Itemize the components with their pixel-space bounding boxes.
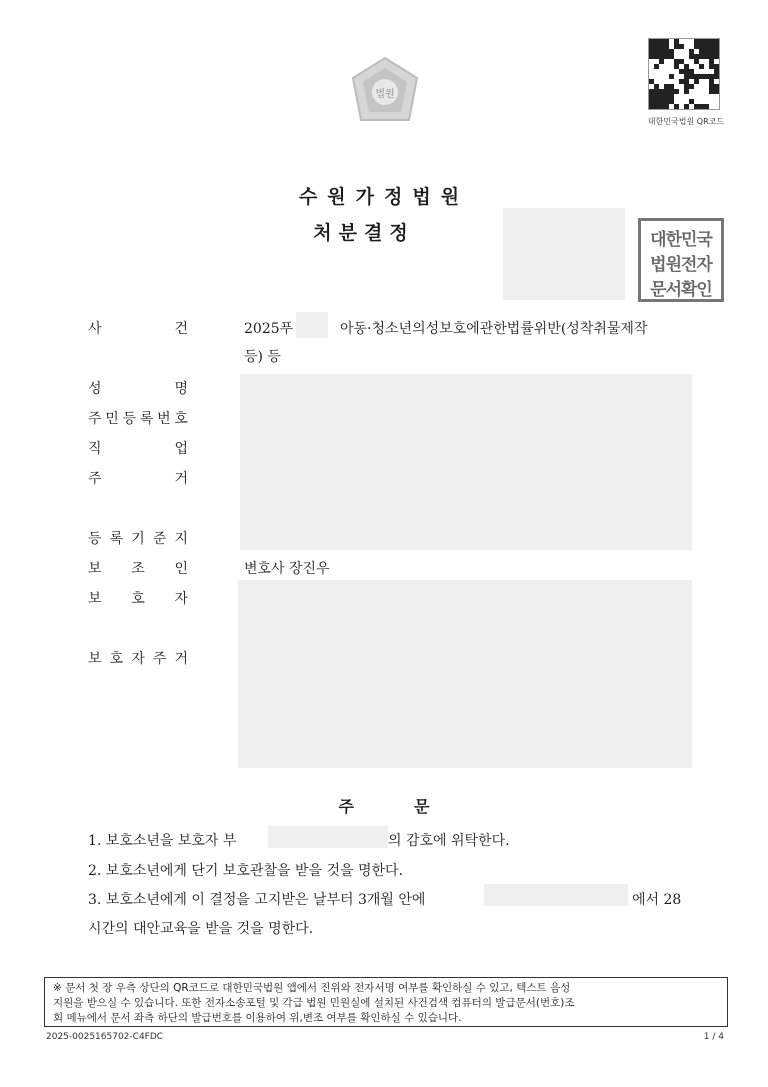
- label-char: 보: [88, 561, 102, 577]
- label-char: 지: [174, 531, 188, 547]
- redacted-guardian-info: [238, 580, 692, 768]
- redacted-institution: [484, 884, 628, 906]
- label-char: 직: [88, 441, 102, 457]
- document-type: 처분결정: [313, 222, 415, 244]
- case-label: [88, 318, 188, 338]
- case-title-cont: 등) 등: [244, 349, 281, 365]
- guardian-address-label: [88, 648, 188, 668]
- label-char: 자: [174, 591, 188, 607]
- redacted-guardian-name: [268, 826, 388, 848]
- page-number: 1 / 4: [703, 1032, 724, 1042]
- order-item-2: 2. 보호소년에게 단기 보호관찰을 받을 것을 명한다.: [88, 863, 403, 879]
- verification-notice: [44, 977, 728, 1027]
- label-char: 업: [174, 441, 188, 457]
- court-name: 수원가정법원: [298, 186, 470, 208]
- redacted-block: [503, 208, 625, 300]
- order-heading: [0, 794, 768, 817]
- court-emblem: [345, 52, 425, 132]
- order-item-3a: 3. 보호소년에게 이 결정을 고지받은 날부터 3개월 안에: [88, 892, 426, 908]
- label-char: 호: [174, 411, 188, 427]
- notice-line-2: 지원을 받으실 수 있습니다. 또한 전자소송포털 및 각급 법원 민원실에 설치된 사건검색 컴퓨터의 발급문서(번호)조: [53, 997, 575, 1009]
- label-char: 거: [174, 471, 188, 487]
- order-item-1a: 1. 보호소년을 보호자 부: [88, 833, 237, 849]
- label-char: 기: [131, 531, 145, 547]
- stamp-line: 문서확인: [650, 280, 712, 300]
- label-char: 건: [174, 321, 188, 337]
- label-char: 주: [152, 651, 167, 667]
- label-char: 거: [174, 651, 188, 667]
- label-char: 주: [88, 411, 102, 427]
- name-label: [88, 378, 188, 398]
- issue-number: 2025-0025165702-C4FDC: [46, 1032, 164, 1042]
- qr-code-icon[interactable]: [648, 38, 720, 110]
- label-char: 주: [88, 471, 102, 487]
- label-char: 록: [109, 531, 124, 547]
- redacted-personal-info: [240, 374, 692, 550]
- registry-label: [88, 528, 188, 548]
- label-char: 록: [139, 411, 154, 427]
- label-char: 사: [88, 321, 102, 337]
- qr-label: 대한민국법원 QR코드: [647, 117, 725, 126]
- stamp-line: 대한민국: [650, 230, 712, 250]
- stamp-line: 법원전자: [650, 255, 712, 275]
- court-seal-stamp: [638, 218, 724, 302]
- label-char: 호: [131, 591, 145, 607]
- address-label: [88, 468, 188, 488]
- order-item-1b: 의 감호에 위탁한다.: [388, 833, 510, 849]
- redacted-case-number: [296, 312, 328, 338]
- order-item-3c: 시간의 대안교육을 받을 것을 명한다.: [88, 921, 314, 937]
- label-char: 보: [88, 651, 102, 667]
- label-char: 인: [174, 561, 188, 577]
- label-char: 등: [88, 531, 102, 547]
- order-heading-char: 문: [414, 797, 430, 816]
- label-char: 준: [152, 531, 167, 547]
- label-char: 민: [105, 411, 119, 427]
- label-char: 번: [157, 411, 171, 427]
- label-char: 등: [122, 411, 137, 427]
- case-prefix: 2025푸: [244, 321, 294, 337]
- label-char: 조: [131, 561, 145, 577]
- label-char: 자: [131, 651, 145, 667]
- assistant-value: 변호사 장진우: [244, 561, 330, 577]
- label-char: 보: [88, 591, 102, 607]
- order-item-3b: 에서 28: [632, 892, 682, 908]
- rrn-label: [88, 408, 188, 428]
- assistant-label: [88, 558, 188, 578]
- label-char: 성: [88, 381, 102, 397]
- notice-line-3: 회 메뉴에서 문서 좌측 하단의 발급번호를 이용하여 위,변조 여부를 확인하실 수 있습니다.: [53, 1012, 462, 1024]
- notice-line-1: ※ 문서 첫 장 우측 상단의 QR코드로 대한민국법원 앱에서 진위와 전자서명 여부를 확인하실 수 있고, 텍스트 음성: [53, 982, 571, 994]
- emblem-text: 법원: [375, 89, 395, 100]
- job-label: [88, 438, 188, 458]
- label-char: 명: [174, 381, 188, 397]
- case-title: 아동·청소년의성보호에관한법률위반(성착취물제작: [340, 321, 648, 337]
- guardian-label: [88, 588, 188, 608]
- label-char: 호: [109, 651, 124, 667]
- order-heading-char: 주: [338, 797, 354, 816]
